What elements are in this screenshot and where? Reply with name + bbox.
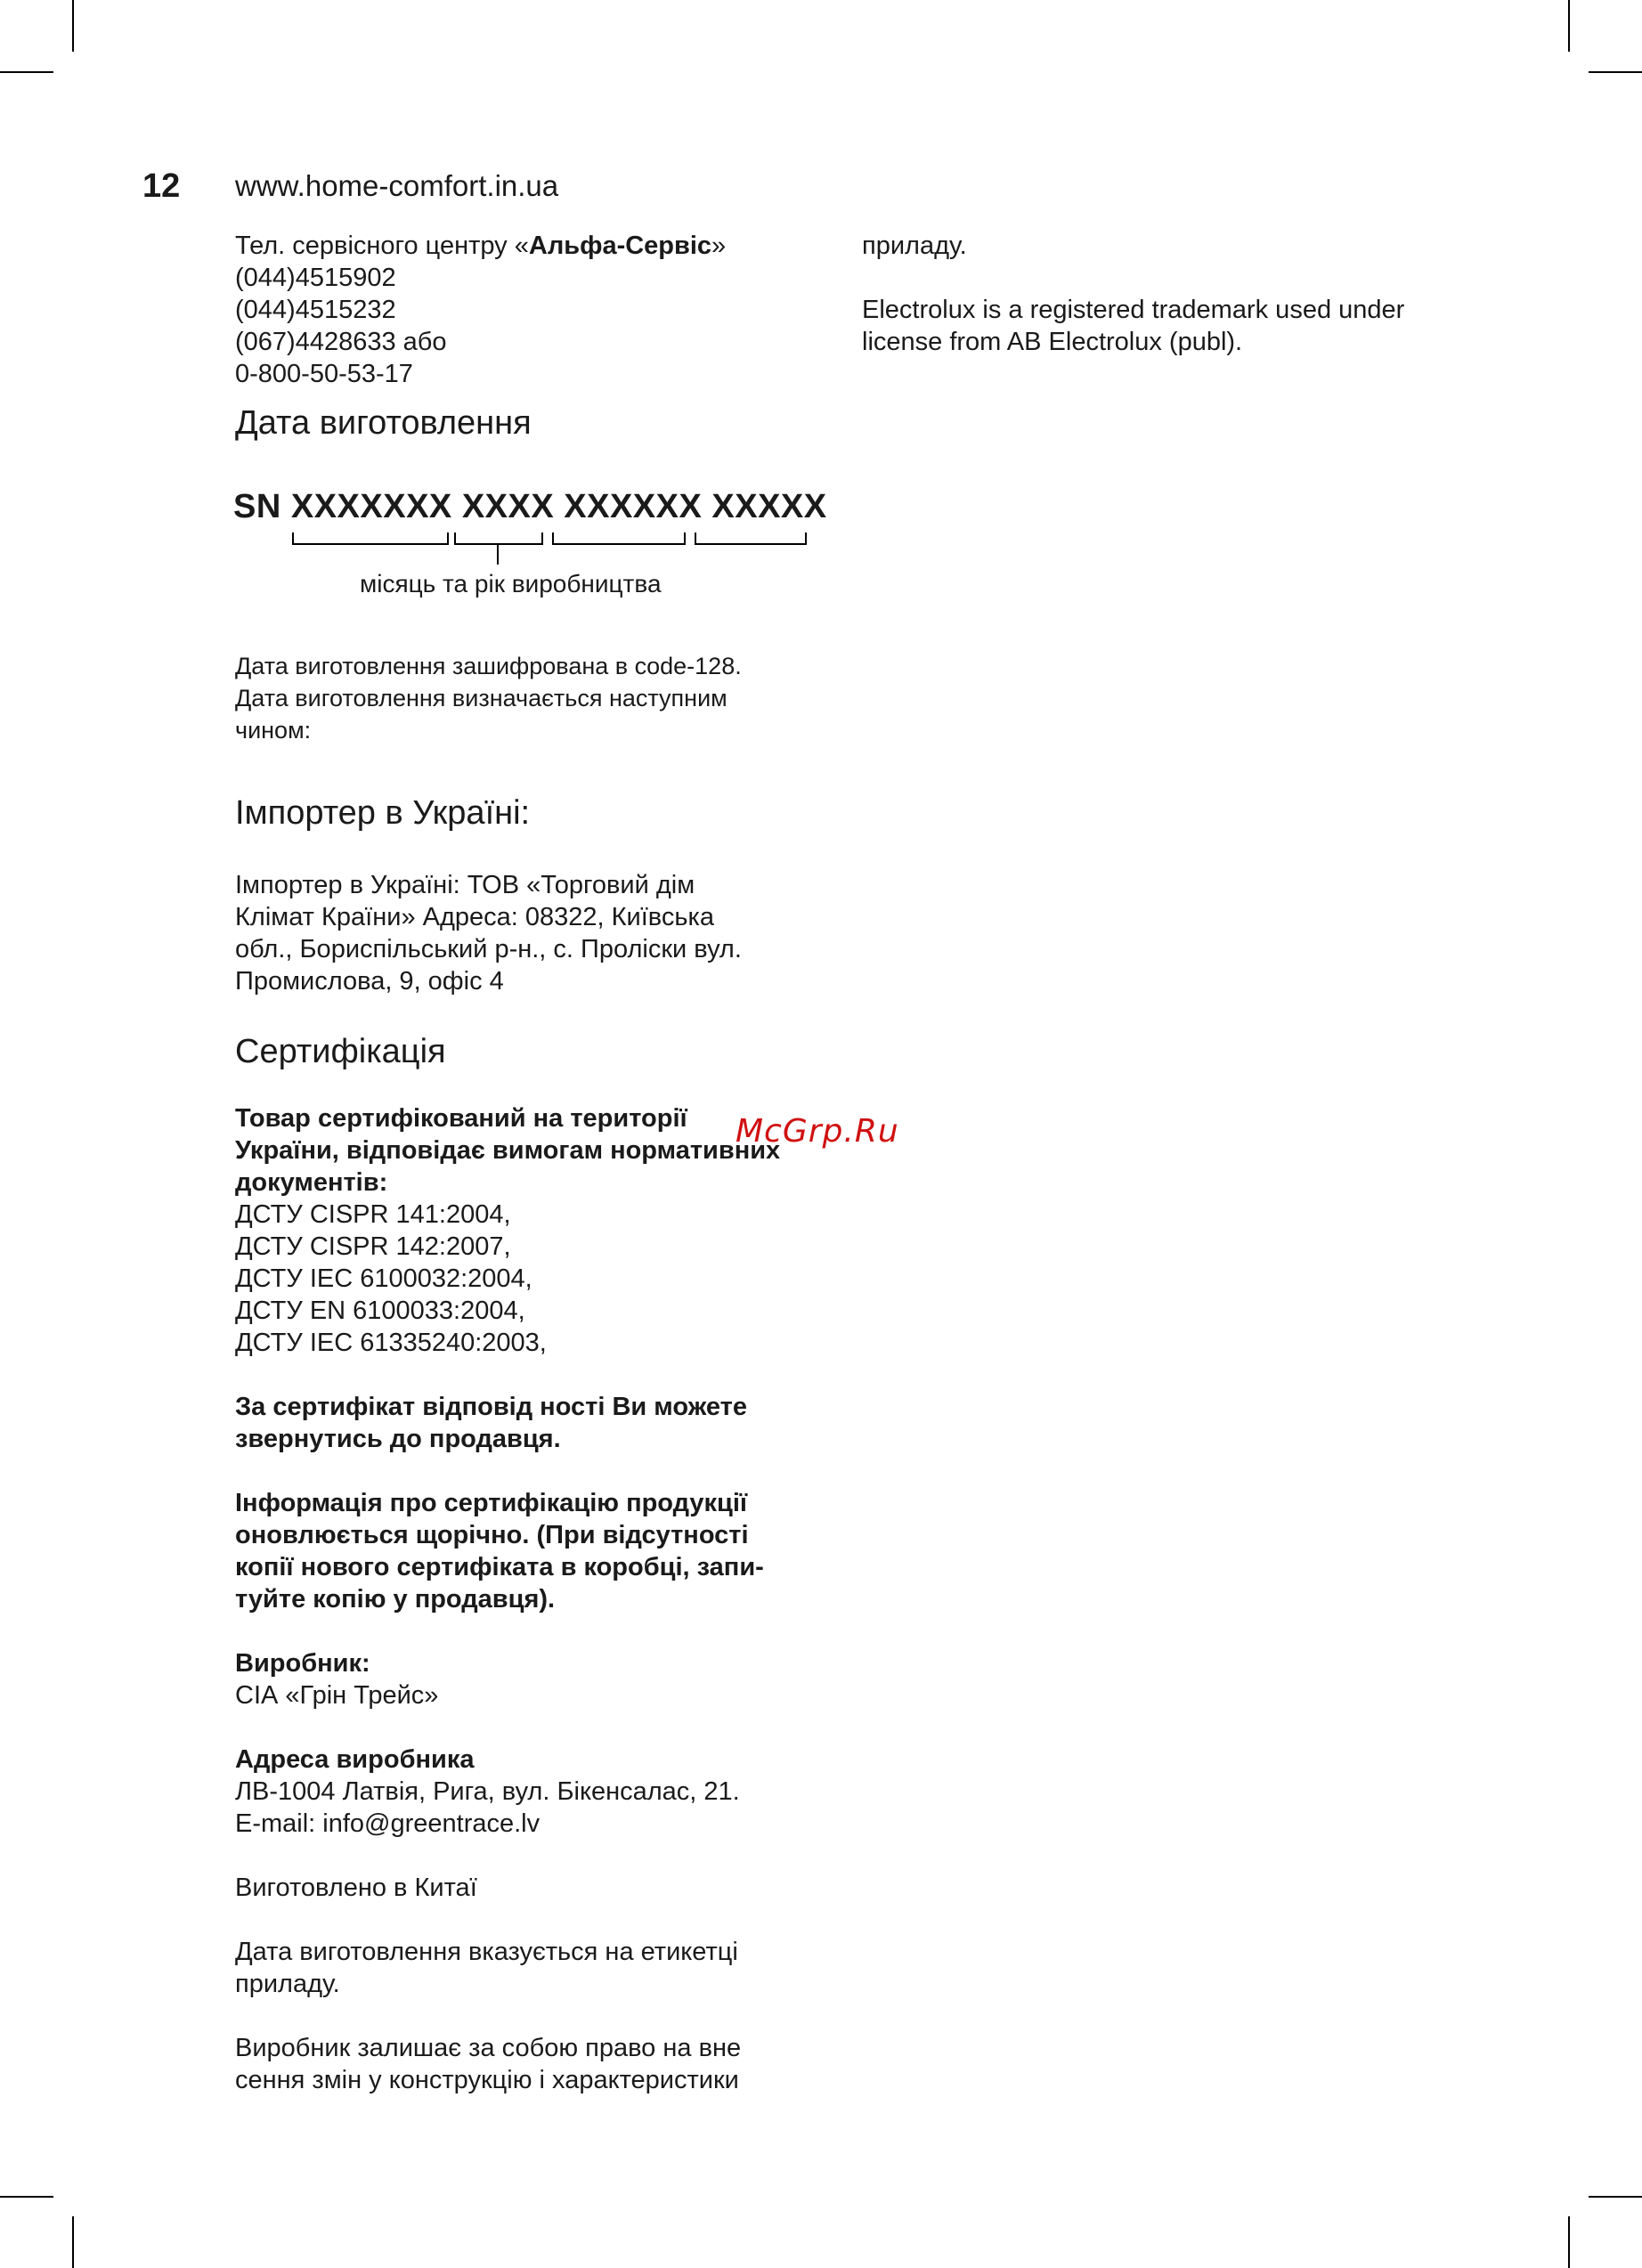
date-on-label-note: Дата виготовлення вказується на етикетці приладу. (235, 1938, 738, 1998)
standard-item: ДСТУ IEC 6100032:2004, (235, 1264, 532, 1293)
standard-item: ДСТУ EN 6100033:2004, (235, 1297, 525, 1325)
rights-note: Виробник залишає за собою право на вне сення змін у конструкцію і характеристики (235, 2034, 742, 2094)
standard-item: ДСТУ CISPR 142:2007, (235, 1232, 511, 1261)
serial-number-text: SN XXXXXXX XXXX XXXXXX XXXXX (233, 488, 827, 525)
standards-list (235, 1199, 823, 1359)
phone-number: (044)4515232 (235, 296, 396, 324)
crop-mark (1589, 71, 1642, 73)
continuation-text: приладу. (862, 232, 967, 260)
crop-mark (72, 0, 74, 52)
certification-heading: Сертифікація (235, 1033, 446, 1070)
manufacturer-address-block (235, 1744, 823, 1840)
manufacturer-block (235, 1647, 823, 1711)
manufacturer-email: E-mail: info@greentrace.lv (235, 1809, 541, 1838)
crop-mark (72, 2216, 74, 2268)
standard-item: ДСТУ IEC 61335240:2003, (235, 1329, 547, 1357)
service-center (235, 230, 823, 390)
watermark: McGrp.Ru (736, 1113, 899, 1150)
phone-number: 0-800-50-53-17 (235, 360, 413, 388)
service-center-title: Тел. сервісного центру «Альфа-Сервіс» (235, 232, 727, 260)
phone-number: (067)4428633 або (235, 328, 447, 356)
serial-number-diagram (233, 488, 827, 630)
crop-mark (1568, 2216, 1570, 2268)
certification-intro: Товар сертифікований на території України, відповідає вимогам нормативних документів: (235, 1104, 781, 1197)
importer-heading: Імпортер в Україні: (235, 794, 531, 832)
certificate-note: За сертифікат відповід ності Ви можете звернутись до продавця. (235, 1393, 747, 1453)
manufacturer-address-label: Адреса виробника (235, 1745, 475, 1774)
manufacture-date-heading: Дата виготовлення (235, 404, 532, 442)
service-center-name: Альфа-Сервіс (528, 232, 712, 260)
bracket-group-2 (454, 532, 543, 545)
manufacturer-address: ЛВ-1004 Латвія, Рига, вул. Бікенсалас, 21. (235, 1777, 740, 1806)
left-column (233, 230, 827, 2096)
phone-number: (044)4515902 (235, 264, 396, 292)
manufacturer-name: СІА «Грін Трейс» (235, 1681, 439, 1710)
certification-update-note: Інформація про сертифікацію продукції оновлюється щорічно. (При відсутності копії нового сертифіката в коробці, запи- туйте копію у продавця). (235, 1489, 764, 1614)
bracket-pointer (497, 543, 499, 565)
crop-mark (1589, 2196, 1642, 2198)
right-column (862, 230, 1503, 358)
importer-details: Імпортер в Україні: ТОВ «Торговий дім Клімат Країни» Адреса: 08322, Київська обл., Бориспільський р-н., с. Пролiски вул. Промислова, 9, офiс 4 (235, 871, 742, 996)
standard-item: ДСТУ CISPR 141:2004, (235, 1200, 511, 1229)
trademark-note: Electrolux is a registered trademark used under license from AB Electrolux (publ). (862, 296, 1405, 356)
manufacturer-label: Виробник: (235, 1649, 370, 1678)
page-number: 12 (142, 167, 181, 205)
crop-mark (0, 2196, 53, 2198)
bracket-group-1 (292, 532, 449, 545)
crop-mark (1568, 0, 1570, 52)
crop-mark (0, 71, 53, 73)
made-in-note: Виготовлено в Китаї (235, 1874, 477, 1902)
serial-caption: місяць та рік виробництва (360, 570, 662, 597)
website-url: www.home-comfort.in.ua (235, 169, 559, 202)
date-description: Дата виготовлення зашифрована в code-128. Дата виготовлення визначається наступним чином: (235, 653, 742, 744)
bracket-group-4 (695, 532, 807, 545)
bracket-group-3 (552, 532, 686, 545)
